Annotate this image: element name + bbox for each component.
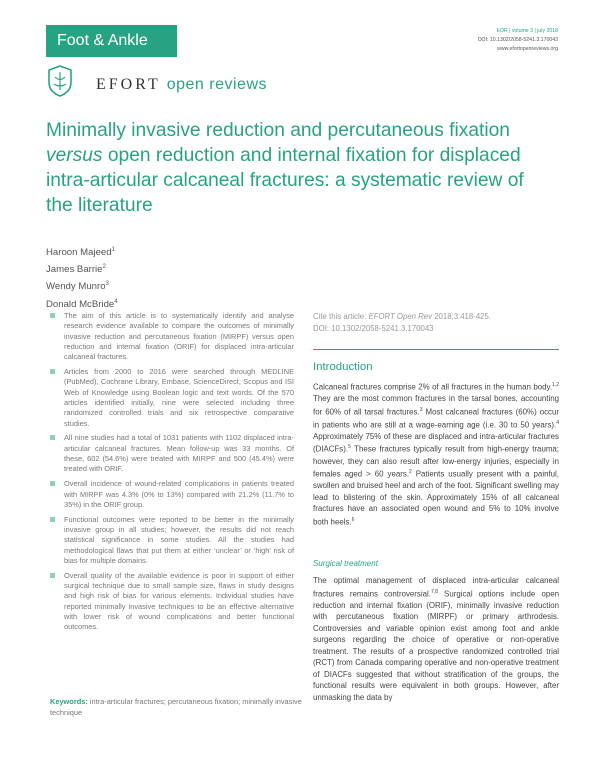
citation bbox=[313, 311, 491, 335]
title-italic: versus bbox=[46, 145, 103, 166]
keywords bbox=[50, 697, 308, 718]
author: Wendy Munro$^3$ bbox=[46, 281, 109, 293]
key-point: Overall quality of the available evidence is poor in support of either surgical technique due to small sample size, flaws in study designs and high risk of bias for various elements. Individual studies have reported minimally invasive techniques to be an effective alternative with lower risk of wound complications and better functional outcomes. bbox=[50, 571, 294, 633]
author-list bbox=[46, 243, 118, 312]
logo-wordmark bbox=[96, 76, 267, 94]
efort-wordmark: EFORT bbox=[96, 76, 161, 93]
surgical-treatment-subheading: Surgical treatment bbox=[313, 559, 378, 568]
key-point: Functional outcomes were reported to be better in the minimally invasive group in all studies; however, the results did not reach statistical significance in some studies. All the studies had methodological flaws that put them at either ‘unclear’ or ‘high’ risk of bias for multiple domains. bbox=[50, 515, 294, 566]
key-point: The aim of this article is to systematically identify and analyse research evidence available to compare the outcomes of minimally invasive reduction and percutaneous fixation (MIRPF) versus open reduction and internal fixation (ORIF) for displaced intra-articular calcaneal fractures. bbox=[50, 311, 294, 362]
citation-line: Cite this article: EFORT Open Rev 2018;3:418-425. bbox=[313, 312, 491, 321]
intro-paragraph-2: The optimal management of displaced intra-articular calcaneal fractures remains controversial.$^{7,8}$ Surgical options include open reduction and internal fixation (ORIF), minimally invasive reduction with percutaneous fixation (MIRPF) or primary arthrodesis. Controversies and variable opinion exist among foot and ankle surgeons regarding the choice of operative or non-operative treatment. The results of a prospective randomized controlled trial (RCT) from Canada comparing operative and non-operative treatment of DIACFs suggested that without stratification of the groups, the functional results were equivalent in both groups. However, after unmasking the data by bbox=[313, 576, 559, 702]
journal-logo bbox=[46, 64, 267, 98]
introduction-heading: Introduction bbox=[313, 361, 373, 373]
author: Donald McBride$^4$ bbox=[46, 298, 118, 310]
journal-meta bbox=[478, 27, 558, 54]
doi-line: DOI: 10.1302/2058-5241.3.170043 bbox=[477, 37, 558, 43]
key-point: Overall incidence of wound-related complications in patients treated with MIRPF was 4.3% (0% to 13%) compared with 21.2% (11.7% to 35%) in the ORIF group. bbox=[50, 479, 294, 510]
website-line: www.efortopenreviews.org bbox=[497, 46, 558, 52]
citation-doi: DOI: 10.1302/2058-5241.3.170043 bbox=[313, 324, 434, 333]
key-point: All nine studies had a total of 1031 patients with 1102 displaced intra-articular calcaneal fractures. Mean follow-up was 33 months. Of these, 602 (54.6%) were treated with MIRPF and 500 (45.4%) were treated with ORIF. bbox=[50, 433, 294, 474]
author: Haroon Majeed$^1$ bbox=[46, 247, 115, 259]
key-point: Articles from 2000 to 2016 were searched through MEDLINE (PubMed), Cochrane Library, Embase, ScienceDirect, Scopus and ISI Web of Knowledge using Boolean logic and text words. Of the 570 articles identified initially, nine were selected including three randomized controlled trials and six retrospective comparative studies. bbox=[50, 367, 294, 429]
article-title bbox=[46, 118, 546, 218]
divider bbox=[313, 349, 559, 350]
efort-crest-icon bbox=[46, 64, 74, 98]
section-label: Foot & Ankle bbox=[46, 25, 177, 57]
key-points-list bbox=[50, 311, 294, 637]
title-part-2: open reduction and internal fixation for displaced intra-articular calcaneal fractures: a systematic review of the literature bbox=[46, 145, 524, 216]
keywords-label: Keywords: bbox=[50, 697, 88, 706]
author: James Barrie$^2$ bbox=[46, 264, 106, 276]
intro-paragraph-1: Calcaneal fractures comprise 2% of all fractures in the human body.$^{1,2}$ They are the most common fractures in the tarsal bones, accounting for 60% of all tarsal fractures.$^3$ Most calcaneal fractures (60%) occur in patients who are still at a wage-earning age (i.e. 30 to 50 years).$^4$ Approximately 75% of these are displaced and intra-articular fractures (DIACFs).$^5$ These fractures typically result from high-energy trauma; however, they can also result after low-energy injuries, especially in females aged > 60 years.$^2$ Patients usually present with a painful, swollen and bruised heel and arch of the foot. Significant swelling may lead to blistering of the skin. Approximately 15% of all calcaneal fractures have an associated open wound and 5% to 10% involve both heels.$^6$ bbox=[313, 382, 559, 527]
open-reviews-wordmark: open reviews bbox=[166, 76, 267, 93]
title-part-1: Minimally invasive reduction and percutaneous fixation bbox=[46, 120, 510, 141]
keywords-text: intra-articular fractures; percutaneous fixation; minimally invasive technique bbox=[50, 697, 302, 717]
volume-line: EOR | volume 3 | july 2018 bbox=[496, 28, 558, 34]
